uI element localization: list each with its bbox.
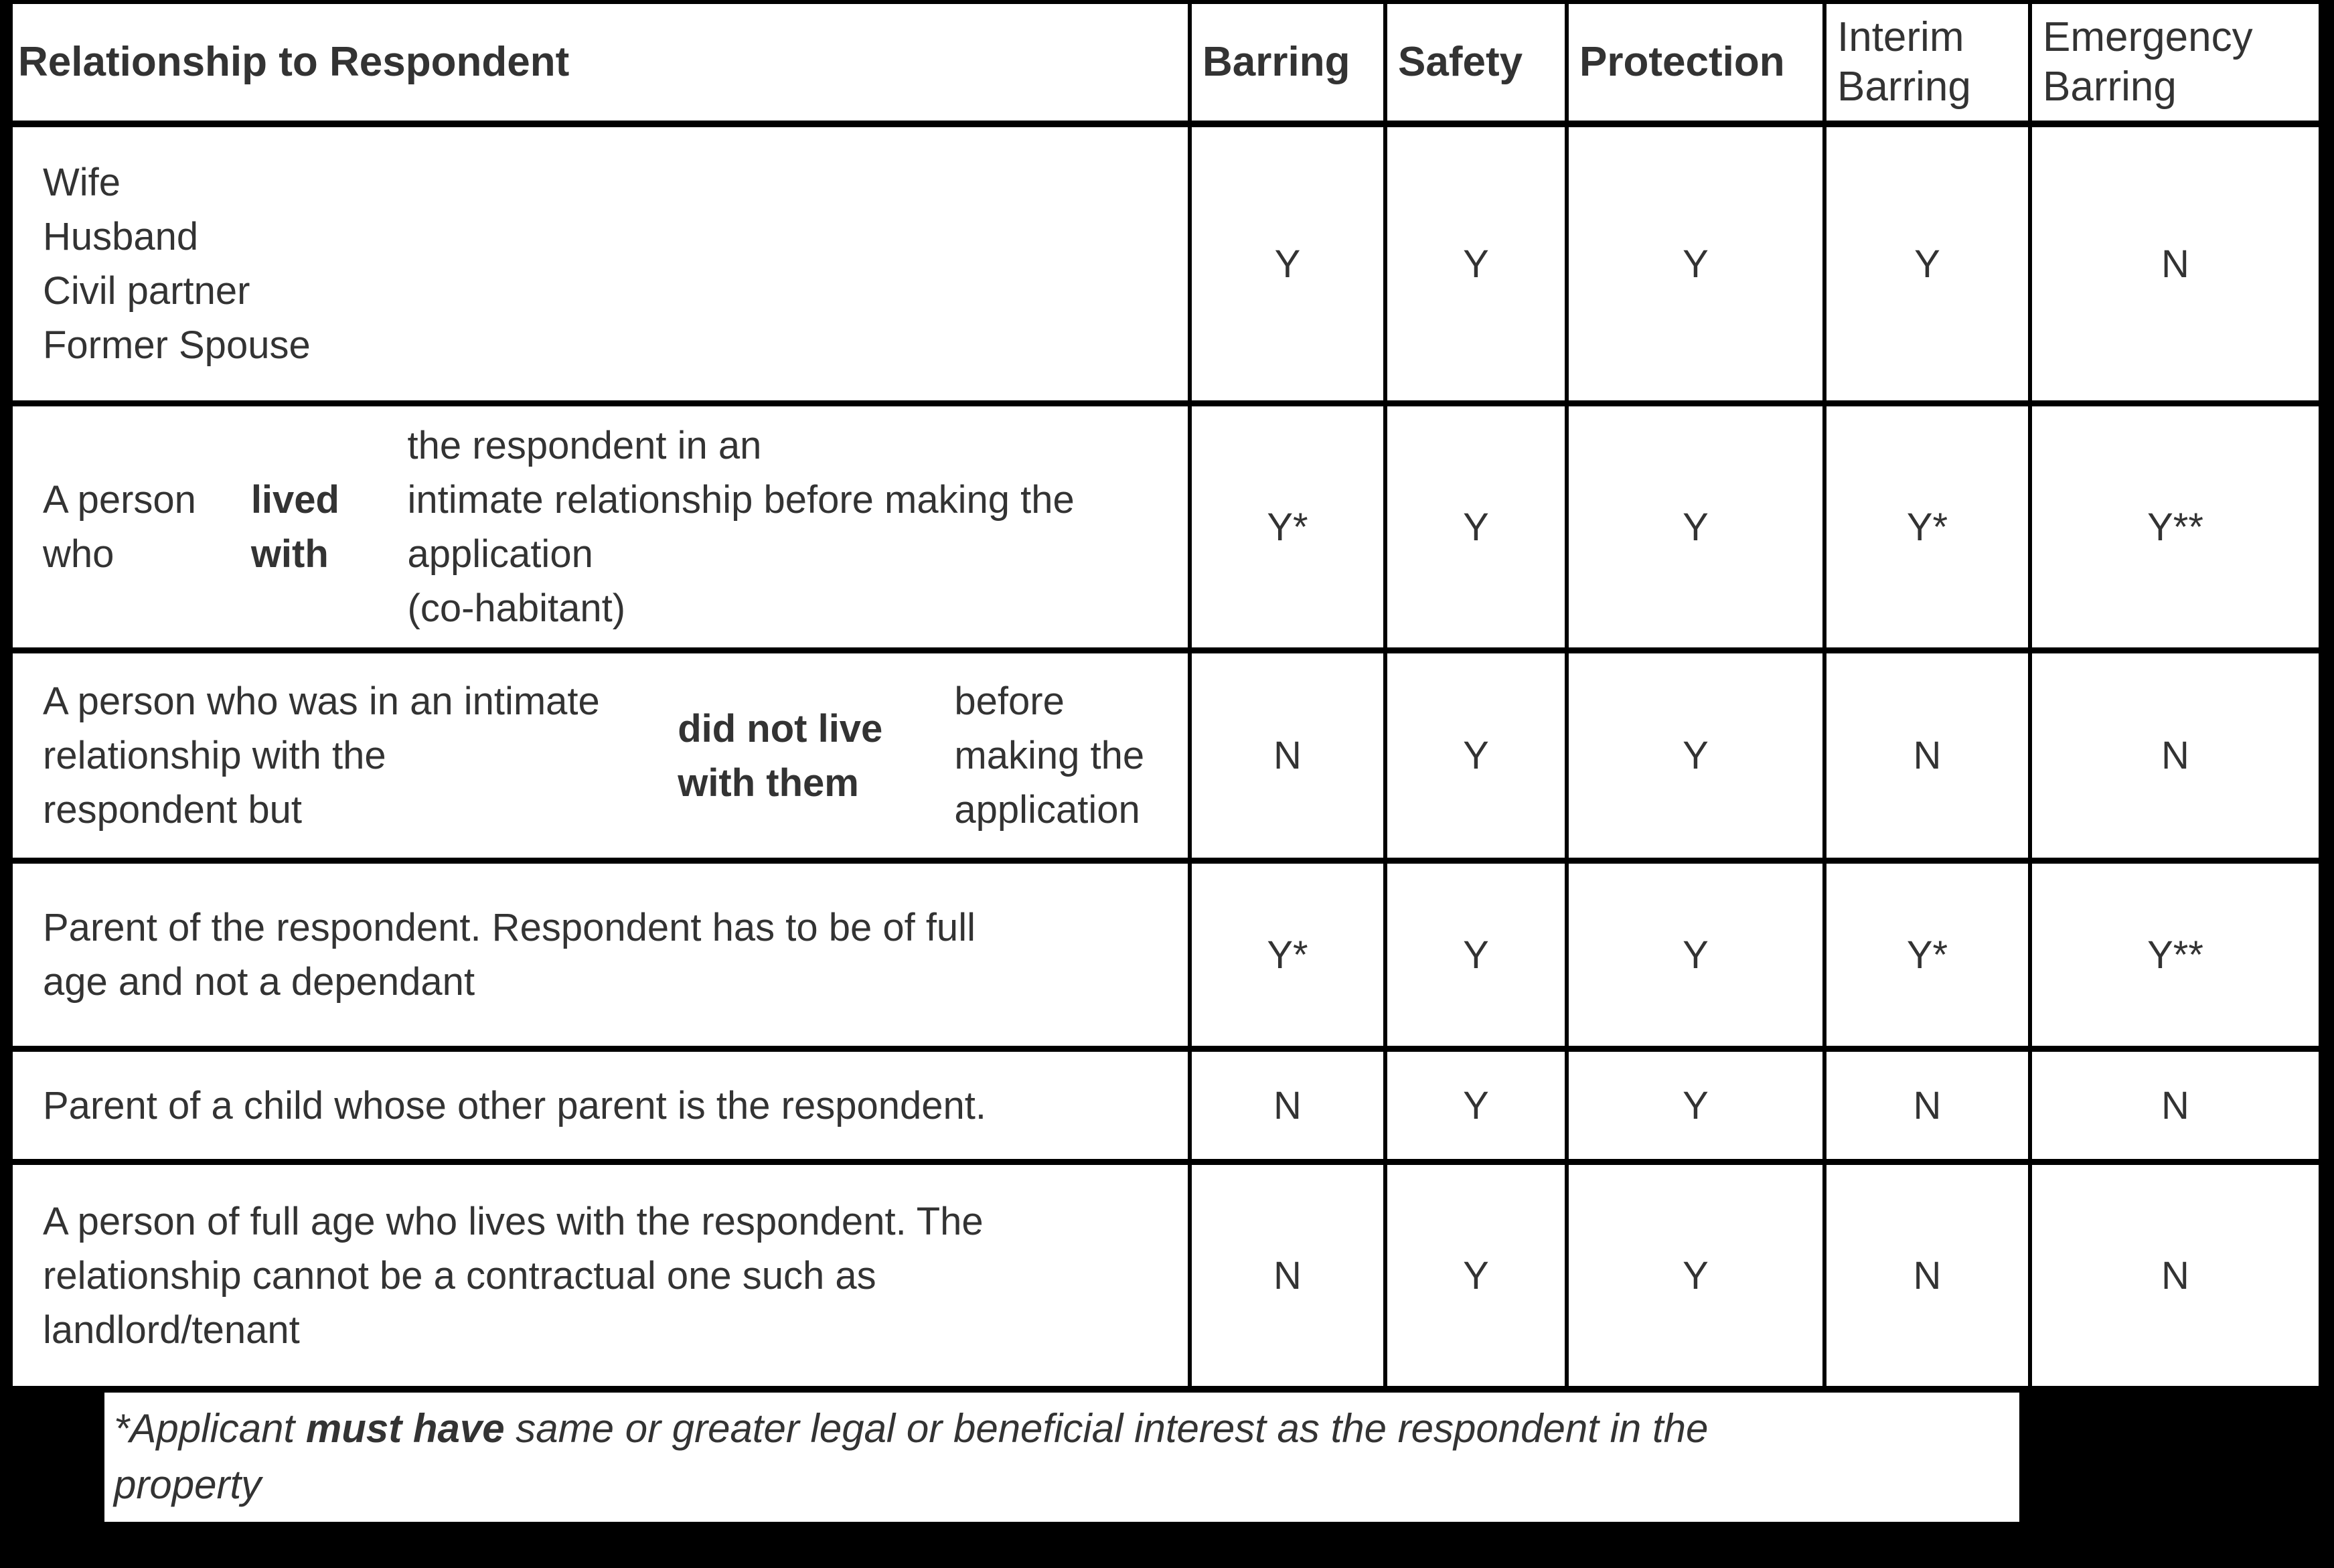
safety-value: Y [1383,1165,1565,1386]
safety-value: Y [1383,406,1565,647]
table-header-row [13,4,2319,127]
column-header-protection: Protection [1565,4,1822,121]
emergency-barring-value: N [2028,1052,2319,1159]
barring-value: N [1188,1052,1383,1159]
protection-value: Y [1565,653,1822,858]
table-row-parent-of-respondent [13,858,2319,1046]
table-row-spouse [13,127,2319,400]
column-header-emergency-barring: Emergency Barring [2028,4,2319,121]
relationship-cell: Parent of a child whose other parent is the respondent. [43,1083,986,1127]
emergency-barring-value: N [2028,127,2319,400]
footnote-legal-interest: *Applicant must have same or greater legal or beneficial interest as the respondent in the property [104,1393,2019,1522]
table-row-cohabitant [13,400,2319,647]
interim-barring-value: Y [1822,127,2028,400]
table-row-intimate-not-living [13,647,2319,858]
protection-value: Y [1565,864,1822,1046]
relationship-cell: A person of full age who lives with the respondent. The relationship cannot be a contractual one such as landlord/tenant [43,1199,984,1352]
safety-value: Y [1383,1052,1565,1159]
barring-value: Y* [1188,864,1383,1046]
emergency-barring-value: N [2028,653,2319,858]
barring-value: Y [1188,127,1383,400]
emergency-barring-value: N [2028,1165,2319,1386]
table-row-parent-of-child [13,1046,2319,1159]
protection-value: Y [1565,1165,1822,1386]
safety-value: Y [1383,653,1565,858]
interim-barring-value: N [1822,1052,2028,1159]
barring-value: Y* [1188,406,1383,647]
safety-value: Y [1383,864,1565,1046]
interim-barring-value: N [1822,1165,2028,1386]
protection-value: Y [1565,127,1822,400]
safety-value: Y [1383,127,1565,400]
table-row-full-age-living-with [13,1159,2319,1386]
relationship-cell: A person who lived with the respondent in an intimate relationship before making the application (co-habitant) [43,424,1075,630]
emergency-barring-value: Y** [2028,406,2319,647]
protection-value: Y [1565,406,1822,647]
relationship-cell: Wife Husband Civil partner Former Spouse [43,161,311,367]
interim-barring-value: Y* [1822,864,2028,1046]
protection-value: Y [1565,1052,1822,1159]
barring-value: N [1188,1165,1383,1386]
column-header-safety: Safety [1383,4,1565,121]
interim-barring-value: Y* [1822,406,2028,647]
relationship-cell: A person who was in an intimate relationship with the respondent but did not live with them before making the application [43,680,1145,832]
relationship-cell: Parent of the respondent. Respondent has to be of full age and not a dependant [43,906,976,1004]
column-header-relationship: Relationship to Respondent [18,39,570,85]
column-header-barring: Barring [1188,4,1383,121]
interim-barring-value: N [1822,653,2028,858]
emergency-barring-value: Y** [2028,864,2319,1046]
column-header-interim-barring: Interim Barring [1822,4,2028,121]
barring-value: N [1188,653,1383,858]
